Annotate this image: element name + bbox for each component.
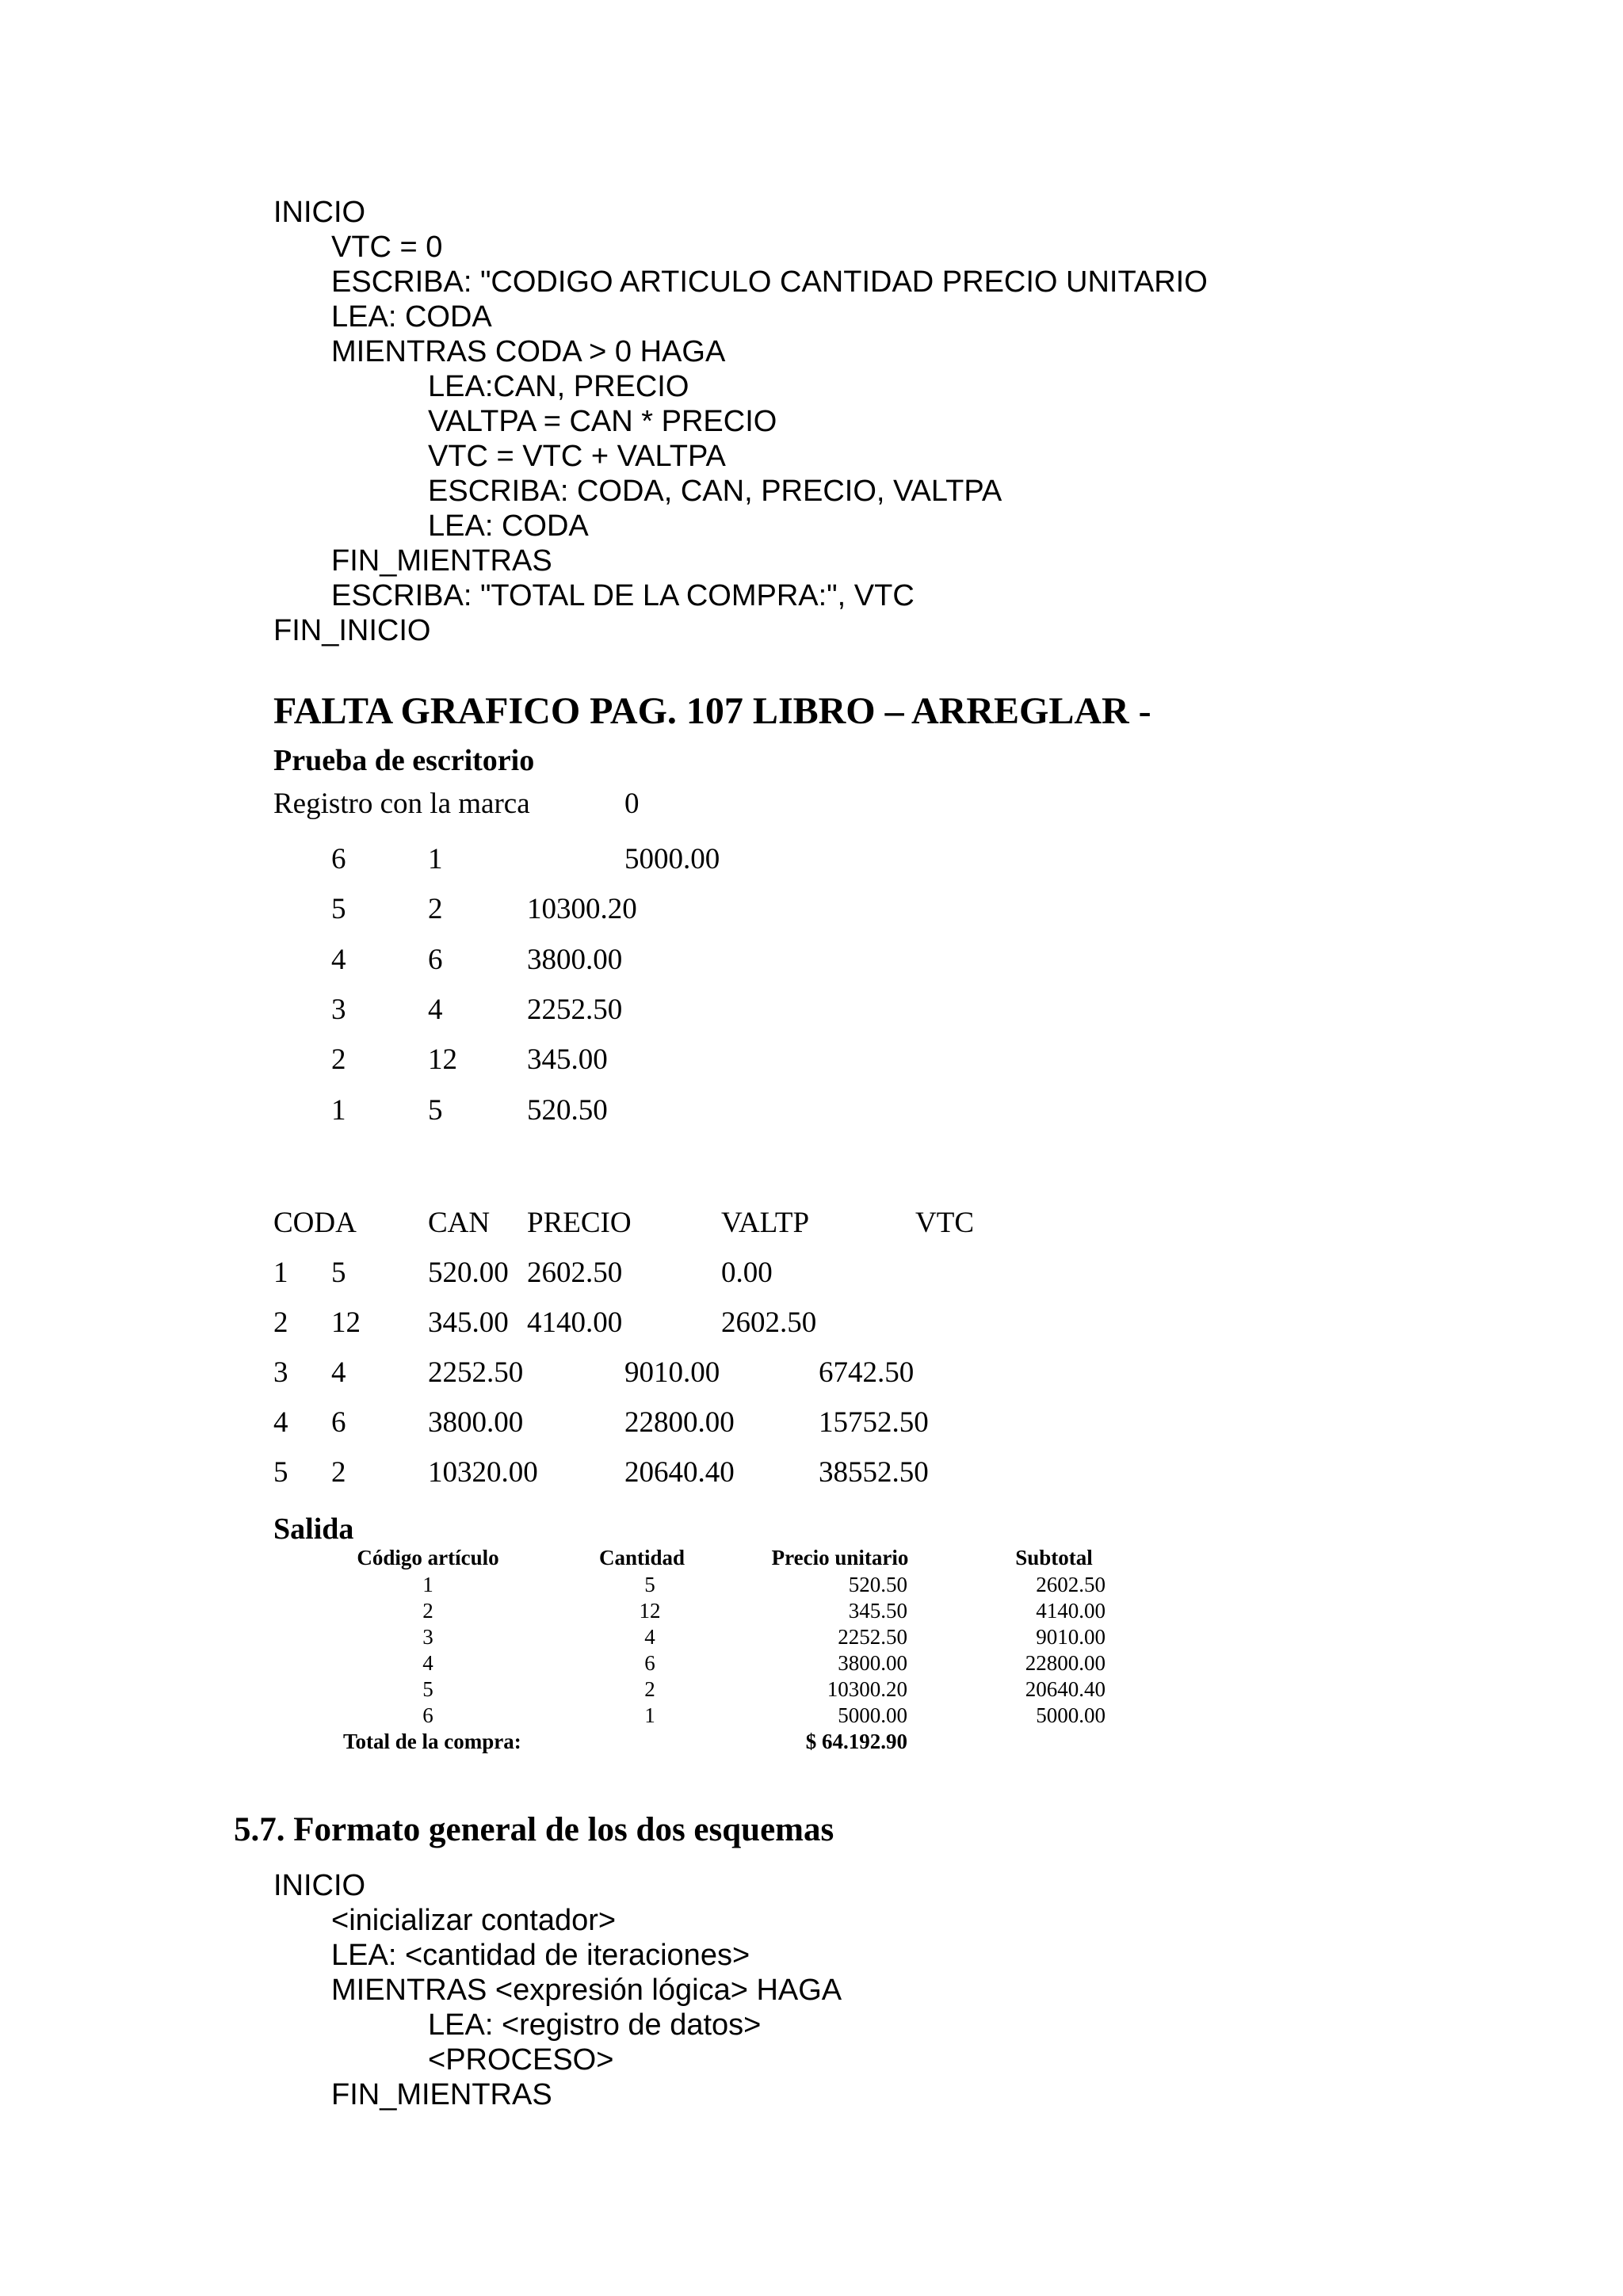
trace-cell: 520.00 (428, 1257, 509, 1289)
trace-cell: 0.00 (721, 1257, 773, 1289)
code-line: ESCRIBA: "TOTAL DE LA COMPRA:", VTC (331, 579, 915, 612)
code-line: LEA: CODA (428, 509, 589, 543)
output-cell: 5000.00 (838, 1703, 907, 1727)
code-line: FIN_MIENTRAS (331, 2078, 552, 2111)
desk-test-title: Prueba de escritorio (273, 744, 535, 777)
output-header: Subtotal (1015, 1546, 1093, 1569)
code-line: MIENTRAS CODA > 0 HAGA (331, 335, 726, 368)
code-line: FIN_INICIO (273, 614, 431, 647)
output-cell: 2602.50 (1036, 1573, 1106, 1596)
input-cell: 6 (331, 843, 346, 875)
trace-cell: 345.00 (428, 1306, 509, 1339)
output-header: Precio unitario (771, 1546, 909, 1569)
code-line: INICIO (273, 196, 366, 229)
missing-graphic-note: FALTA GRAFICO PAG. 107 LIBRO – ARREGLAR - (273, 690, 1151, 732)
input-cell: 2 (428, 893, 443, 925)
input-cell: 2252.50 (527, 994, 623, 1026)
output-cell: 1 (644, 1703, 655, 1727)
trace-header: CODA (273, 1207, 357, 1239)
trace-header: VTC (915, 1207, 974, 1239)
output-cell: 9010.00 (1036, 1625, 1106, 1649)
output-cell: 2 (422, 1599, 433, 1623)
output-cell: 2252.50 (838, 1625, 907, 1649)
trace-cell: 22800.00 (624, 1406, 735, 1439)
output-cell: 4140.00 (1036, 1599, 1106, 1623)
output-total-value: $ 64.192.90 (805, 1730, 907, 1753)
output-cell: 1 (422, 1573, 433, 1596)
output-cell: 12 (639, 1599, 661, 1623)
code-line: VTC = 0 (331, 231, 443, 264)
output-cell: 20640.40 (1025, 1677, 1106, 1701)
output-cell: 6 (422, 1703, 433, 1727)
register-label: Registro con la marca (273, 788, 530, 820)
trace-cell: 10320.00 (428, 1456, 538, 1489)
trace-cell: 2 (331, 1456, 346, 1489)
output-header: Cantidad (598, 1546, 685, 1569)
trace-cell: 2252.50 (428, 1356, 524, 1389)
input-cell: 3 (331, 994, 346, 1026)
input-cell: 1 (428, 843, 443, 875)
output-cell: 6 (644, 1651, 655, 1675)
trace-cell: 2602.50 (721, 1306, 817, 1339)
code-line: MIENTRAS <expresión lógica> HAGA (331, 1974, 842, 2007)
output-cell: 4 (644, 1625, 655, 1649)
trace-cell: 2602.50 (527, 1257, 623, 1289)
input-cell: 10300.20 (527, 893, 637, 925)
trace-cell: 38552.50 (819, 1456, 929, 1489)
output-cell: 5 (422, 1677, 433, 1701)
code-line: FIN_MIENTRAS (331, 544, 552, 578)
output-cell: 3800.00 (838, 1651, 907, 1675)
input-cell: 345.00 (527, 1043, 608, 1076)
trace-cell: 9010.00 (624, 1356, 720, 1389)
output-cell: 5000.00 (1036, 1703, 1106, 1727)
code-line: VALTPA = CAN * PRECIO (428, 405, 777, 438)
trace-cell: 3800.00 (428, 1406, 524, 1439)
output-cell: 4 (422, 1651, 433, 1675)
code-line: INICIO (273, 1869, 366, 1902)
output-cell: 2 (644, 1677, 655, 1701)
input-cell: 5000.00 (624, 843, 720, 875)
code-line: LEA:CAN, PRECIO (428, 370, 689, 403)
trace-cell: 4 (331, 1356, 346, 1389)
input-cell: 520.50 (527, 1094, 608, 1127)
input-cell: 3800.00 (527, 944, 623, 976)
trace-cell: 6742.50 (819, 1356, 915, 1389)
input-cell: 4 (331, 944, 346, 976)
output-header: Código artículo (357, 1546, 499, 1569)
trace-header: VALTP (721, 1207, 810, 1239)
code-line: VTC = VTC + VALTPA (428, 440, 726, 473)
trace-cell: 4140.00 (527, 1306, 623, 1339)
section-5-7-title: 5.7. Formato general de los dos esquemas (234, 1811, 834, 1848)
code-line: <inicializar contador> (331, 1904, 617, 1937)
trace-cell: 4 (273, 1406, 288, 1439)
trace-cell: 15752.50 (819, 1406, 929, 1439)
trace-cell: 6 (331, 1406, 346, 1439)
code-line: LEA: <cantidad de iteraciones> (331, 1939, 750, 1972)
trace-header: CAN (428, 1207, 491, 1239)
input-cell: 12 (428, 1043, 457, 1076)
input-cell: 5 (331, 893, 346, 925)
output-cell: 520.50 (848, 1573, 907, 1596)
trace-cell: 5 (273, 1456, 288, 1489)
code-line: ESCRIBA: "CODIGO ARTICULO CANTIDAD PRECIO UNITARIO (331, 265, 1208, 299)
code-line: ESCRIBA: CODA, CAN, PRECIO, VALTPA (428, 475, 1002, 508)
input-cell: 1 (331, 1094, 346, 1127)
trace-cell: 20640.40 (624, 1456, 735, 1489)
trace-cell: 2 (273, 1306, 288, 1339)
output-total-label: Total de la compra: (343, 1730, 521, 1753)
code-line: <PROCESO> (428, 2043, 614, 2077)
trace-cell: 3 (273, 1356, 288, 1389)
input-cell: 6 (428, 944, 443, 976)
output-cell: 3 (422, 1625, 433, 1649)
output-cell: 5 (644, 1573, 655, 1596)
input-cell: 4 (428, 994, 443, 1026)
output-cell: 22800.00 (1025, 1651, 1106, 1675)
input-cell: 2 (331, 1043, 346, 1076)
output-title: Salida (273, 1512, 354, 1546)
input-cell: 5 (428, 1094, 443, 1127)
register-value: 0 (624, 788, 640, 820)
trace-cell: 1 (273, 1257, 288, 1289)
code-line: LEA: <registro de datos> (428, 2008, 762, 2042)
output-cell: 10300.20 (827, 1677, 907, 1701)
code-line: LEA: CODA (331, 300, 492, 334)
trace-cell: 12 (331, 1306, 361, 1339)
trace-cell: 5 (331, 1257, 346, 1289)
trace-header: PRECIO (527, 1207, 632, 1239)
output-cell: 345.50 (848, 1599, 907, 1623)
